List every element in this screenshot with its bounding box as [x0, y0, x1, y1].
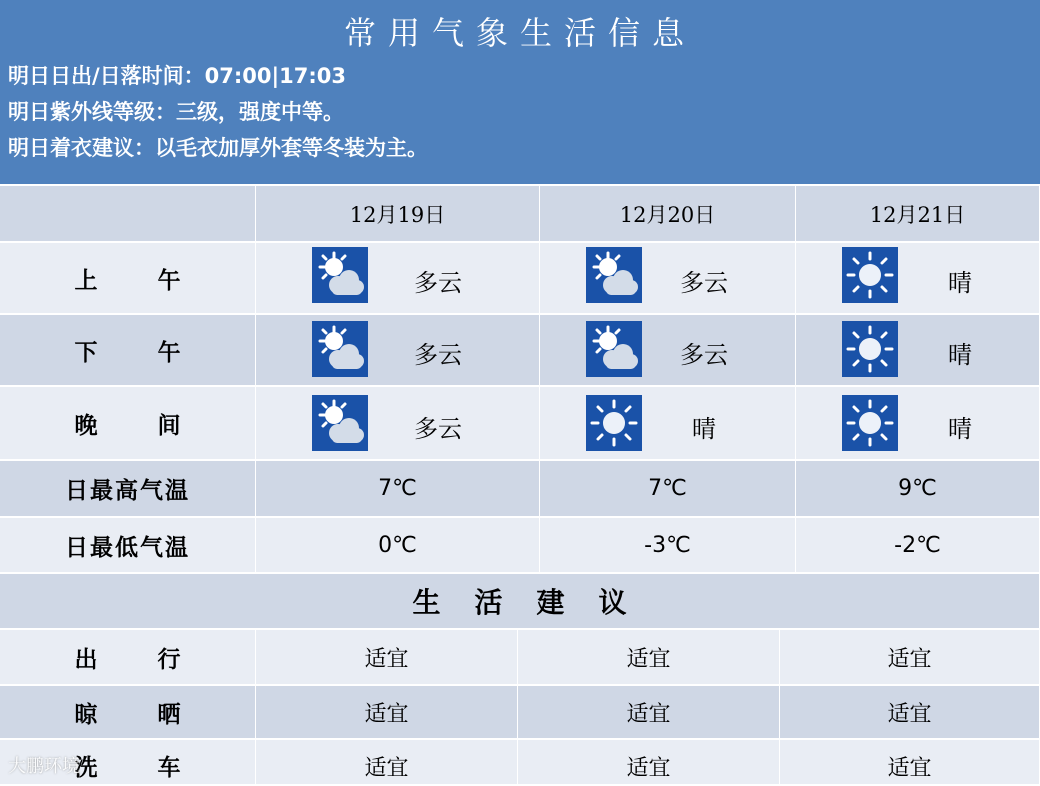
- row-label-low-temp: 日最低气温: [0, 518, 256, 574]
- life-suggestion-title-text: 生活建议: [412, 586, 661, 619]
- low-temp-2: -3℃: [540, 518, 796, 574]
- life-suggestion-title: [0, 574, 1040, 630]
- corner-cell: [0, 186, 256, 243]
- sunny-icon: [842, 395, 898, 451]
- weather-cell-morning-1: [256, 243, 540, 315]
- partly-cloudy-icon: [586, 247, 642, 303]
- watermark-logo: 大鹏环境: [8, 756, 80, 777]
- row-label-high-temp: 日最高气温: [0, 461, 256, 518]
- carwash-value-2: 适宜: [518, 740, 780, 786]
- row-label-travel-text: 出 行: [74, 646, 207, 673]
- high-temp-3: 9℃: [796, 461, 1040, 518]
- row-label-travel: [0, 630, 256, 686]
- weather-cell-morning-3: [796, 243, 1040, 315]
- weather-cell-afternoon-1: [256, 315, 540, 387]
- weather-text: 晴: [948, 341, 972, 369]
- drying-value-2: 适宜: [518, 686, 780, 740]
- low-temp-3: -2℃: [796, 518, 1040, 574]
- sunny-icon: [586, 395, 642, 451]
- sunny-icon: [842, 321, 898, 377]
- date-header-1: 12月19日: [256, 186, 540, 243]
- weather-cell-morning-2: [540, 243, 796, 315]
- travel-value-3: 适宜: [780, 630, 1040, 686]
- weather-cell-evening-1: [256, 387, 540, 461]
- row-label-afternoon: [0, 315, 256, 387]
- weather-cell-evening-3: [796, 387, 1040, 461]
- weather-text: 晴: [692, 415, 716, 443]
- row-label-drying-text: 晾 晒: [74, 701, 207, 728]
- row-label-morning: [0, 243, 256, 315]
- low-temp-1: 0℃: [256, 518, 540, 574]
- page-title: 常用气象生活信息: [343, 14, 696, 52]
- partly-cloudy-icon: [312, 321, 368, 377]
- travel-value-2: 适宜: [518, 630, 780, 686]
- high-temp-2: 7℃: [540, 461, 796, 518]
- drying-value-3: 适宜: [780, 686, 1040, 740]
- partly-cloudy-icon: [586, 321, 642, 377]
- sunrise-sunset-text: 明日日出/日落时间：07:00|17:03: [8, 64, 347, 88]
- weather-text: 多云: [414, 415, 462, 443]
- date-header-2: 12月20日: [540, 186, 796, 243]
- weather-text: 多云: [680, 341, 728, 369]
- partly-cloudy-icon: [312, 395, 368, 451]
- weather-text: 多云: [414, 341, 462, 369]
- clothing-advice-text: 明日着衣建议：以毛衣加厚外套等冬装为主。: [8, 136, 428, 160]
- carwash-value-1: 适宜: [256, 740, 518, 786]
- weather-text: 晴: [948, 269, 972, 297]
- uv-level-text: 明日紫外线等级：三级，强度中等。: [8, 100, 344, 124]
- weather-text: 多云: [680, 269, 728, 297]
- carwash-value-3: 适宜: [780, 740, 1040, 786]
- row-label-drying: [0, 686, 256, 740]
- travel-value-1: 适宜: [256, 630, 518, 686]
- weather-cell-afternoon-2: [540, 315, 796, 387]
- row-label-evening-text: 晚 间: [74, 412, 207, 439]
- weather-text: 多云: [414, 269, 462, 297]
- header-banner: [0, 0, 1040, 184]
- row-label-carwash-text: 洗 车: [74, 755, 207, 781]
- sunny-icon: [842, 247, 898, 303]
- partly-cloudy-icon: [312, 247, 368, 303]
- row-label-afternoon-text: 下 午: [74, 339, 207, 366]
- date-header-3: 12月21日: [796, 186, 1040, 243]
- row-label-evening: [0, 387, 256, 461]
- weather-cell-afternoon-3: [796, 315, 1040, 387]
- weather-cell-evening-2: [540, 387, 796, 461]
- row-label-morning-text: 上 午: [74, 267, 207, 294]
- high-temp-1: 7℃: [256, 461, 540, 518]
- drying-value-1: 适宜: [256, 686, 518, 740]
- weather-text: 晴: [948, 415, 972, 443]
